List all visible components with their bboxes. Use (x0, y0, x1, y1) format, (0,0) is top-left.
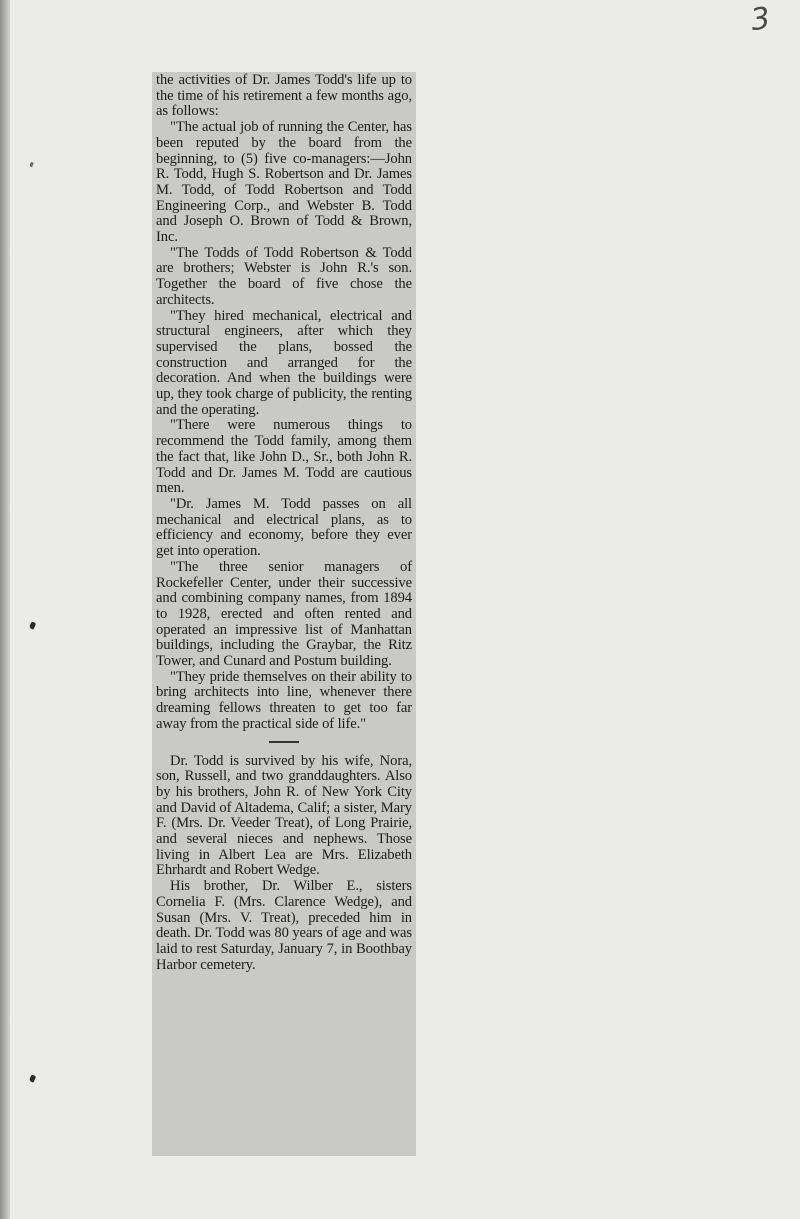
scan-mark (29, 162, 34, 168)
article-paragraph: Dr. Todd is survived by his wife, Nora, son, Russell, and two granddaughters. Also by his brothers, John R. of New York City and David of Altadema, Calif; a sister, Mary F. (Mrs. Dr. Veeder Treat), of Long Prairie, and several nieces and nephews. Those living in Albert Lea are Mrs. Elizabeth Ehrhardt and Robert Wedge. (156, 752, 412, 879)
article-paragraph: "There were numerous things to recommend the Todd family, among them the fact that, like John D., Sr., both John R. Todd and Dr. James M. Todd are cautious men. (156, 417, 412, 497)
page-number: 3 (748, 0, 773, 39)
article-paragraph: "Dr. James M. Todd passes on all mechanical and electrical plans, as to efficiency and economy, before they ever get into operation. (156, 495, 412, 560)
article-paragraph: "They hired mechanical, electrical and structural engineers, after which they supervised the plans, bossed the construction and arranged for the decoration. And when the buildings were up, they took charge of publicity, the renting and the operating. (156, 307, 412, 418)
scan-mark (29, 621, 36, 629)
scan-left-edge (0, 0, 10, 1219)
newspaper-clipping (152, 72, 416, 1156)
article-paragraph: "The Todds of Todd Robertson & Todd are brothers; Webster is John R.'s son. Together the board of five chose the architects. (156, 244, 412, 308)
article-paragraph: His brother, Dr. Wilber E., sisters Cornelia F. (Mrs. Clarence Wedge), and Susan (Mrs. V. Treat), preceded him in death. Dr. Todd was 80 years of age and was laid to rest Saturday, January 7, in Boothbay Harbor cemetery. (156, 878, 412, 973)
article-paragraph: "The actual job of running the Center, has been reputed by the board from the beginning, to (5) five co-managers:—John R. Todd, Hugh S. Robertson and Dr. James M. Todd, of Todd Robertson and Todd Engineering Corp., and Webster B. Todd and Joseph O. Brown of Todd & Brown, Inc. (156, 119, 412, 246)
article-paragraph: the activities of Dr. James Todd's life up to the time of his retirement a few months ago, as follows: (156, 72, 412, 120)
section-divider (269, 741, 299, 743)
article-paragraph: "They pride themselves on their ability to bring architects into line, whenever there dreaming fellows threaten to get too far away from the practical side of life." (156, 668, 412, 732)
article-paragraph: "The three senior managers of Rockefeller Center, under their successive and combining company names, from 1894 to 1928, erected and often rented and operated an impressive list of Manhattan buildings, including the Graybar, the Ritz Tower, and Cunard and Postum building. (156, 558, 412, 670)
scan-mark (29, 1074, 36, 1082)
